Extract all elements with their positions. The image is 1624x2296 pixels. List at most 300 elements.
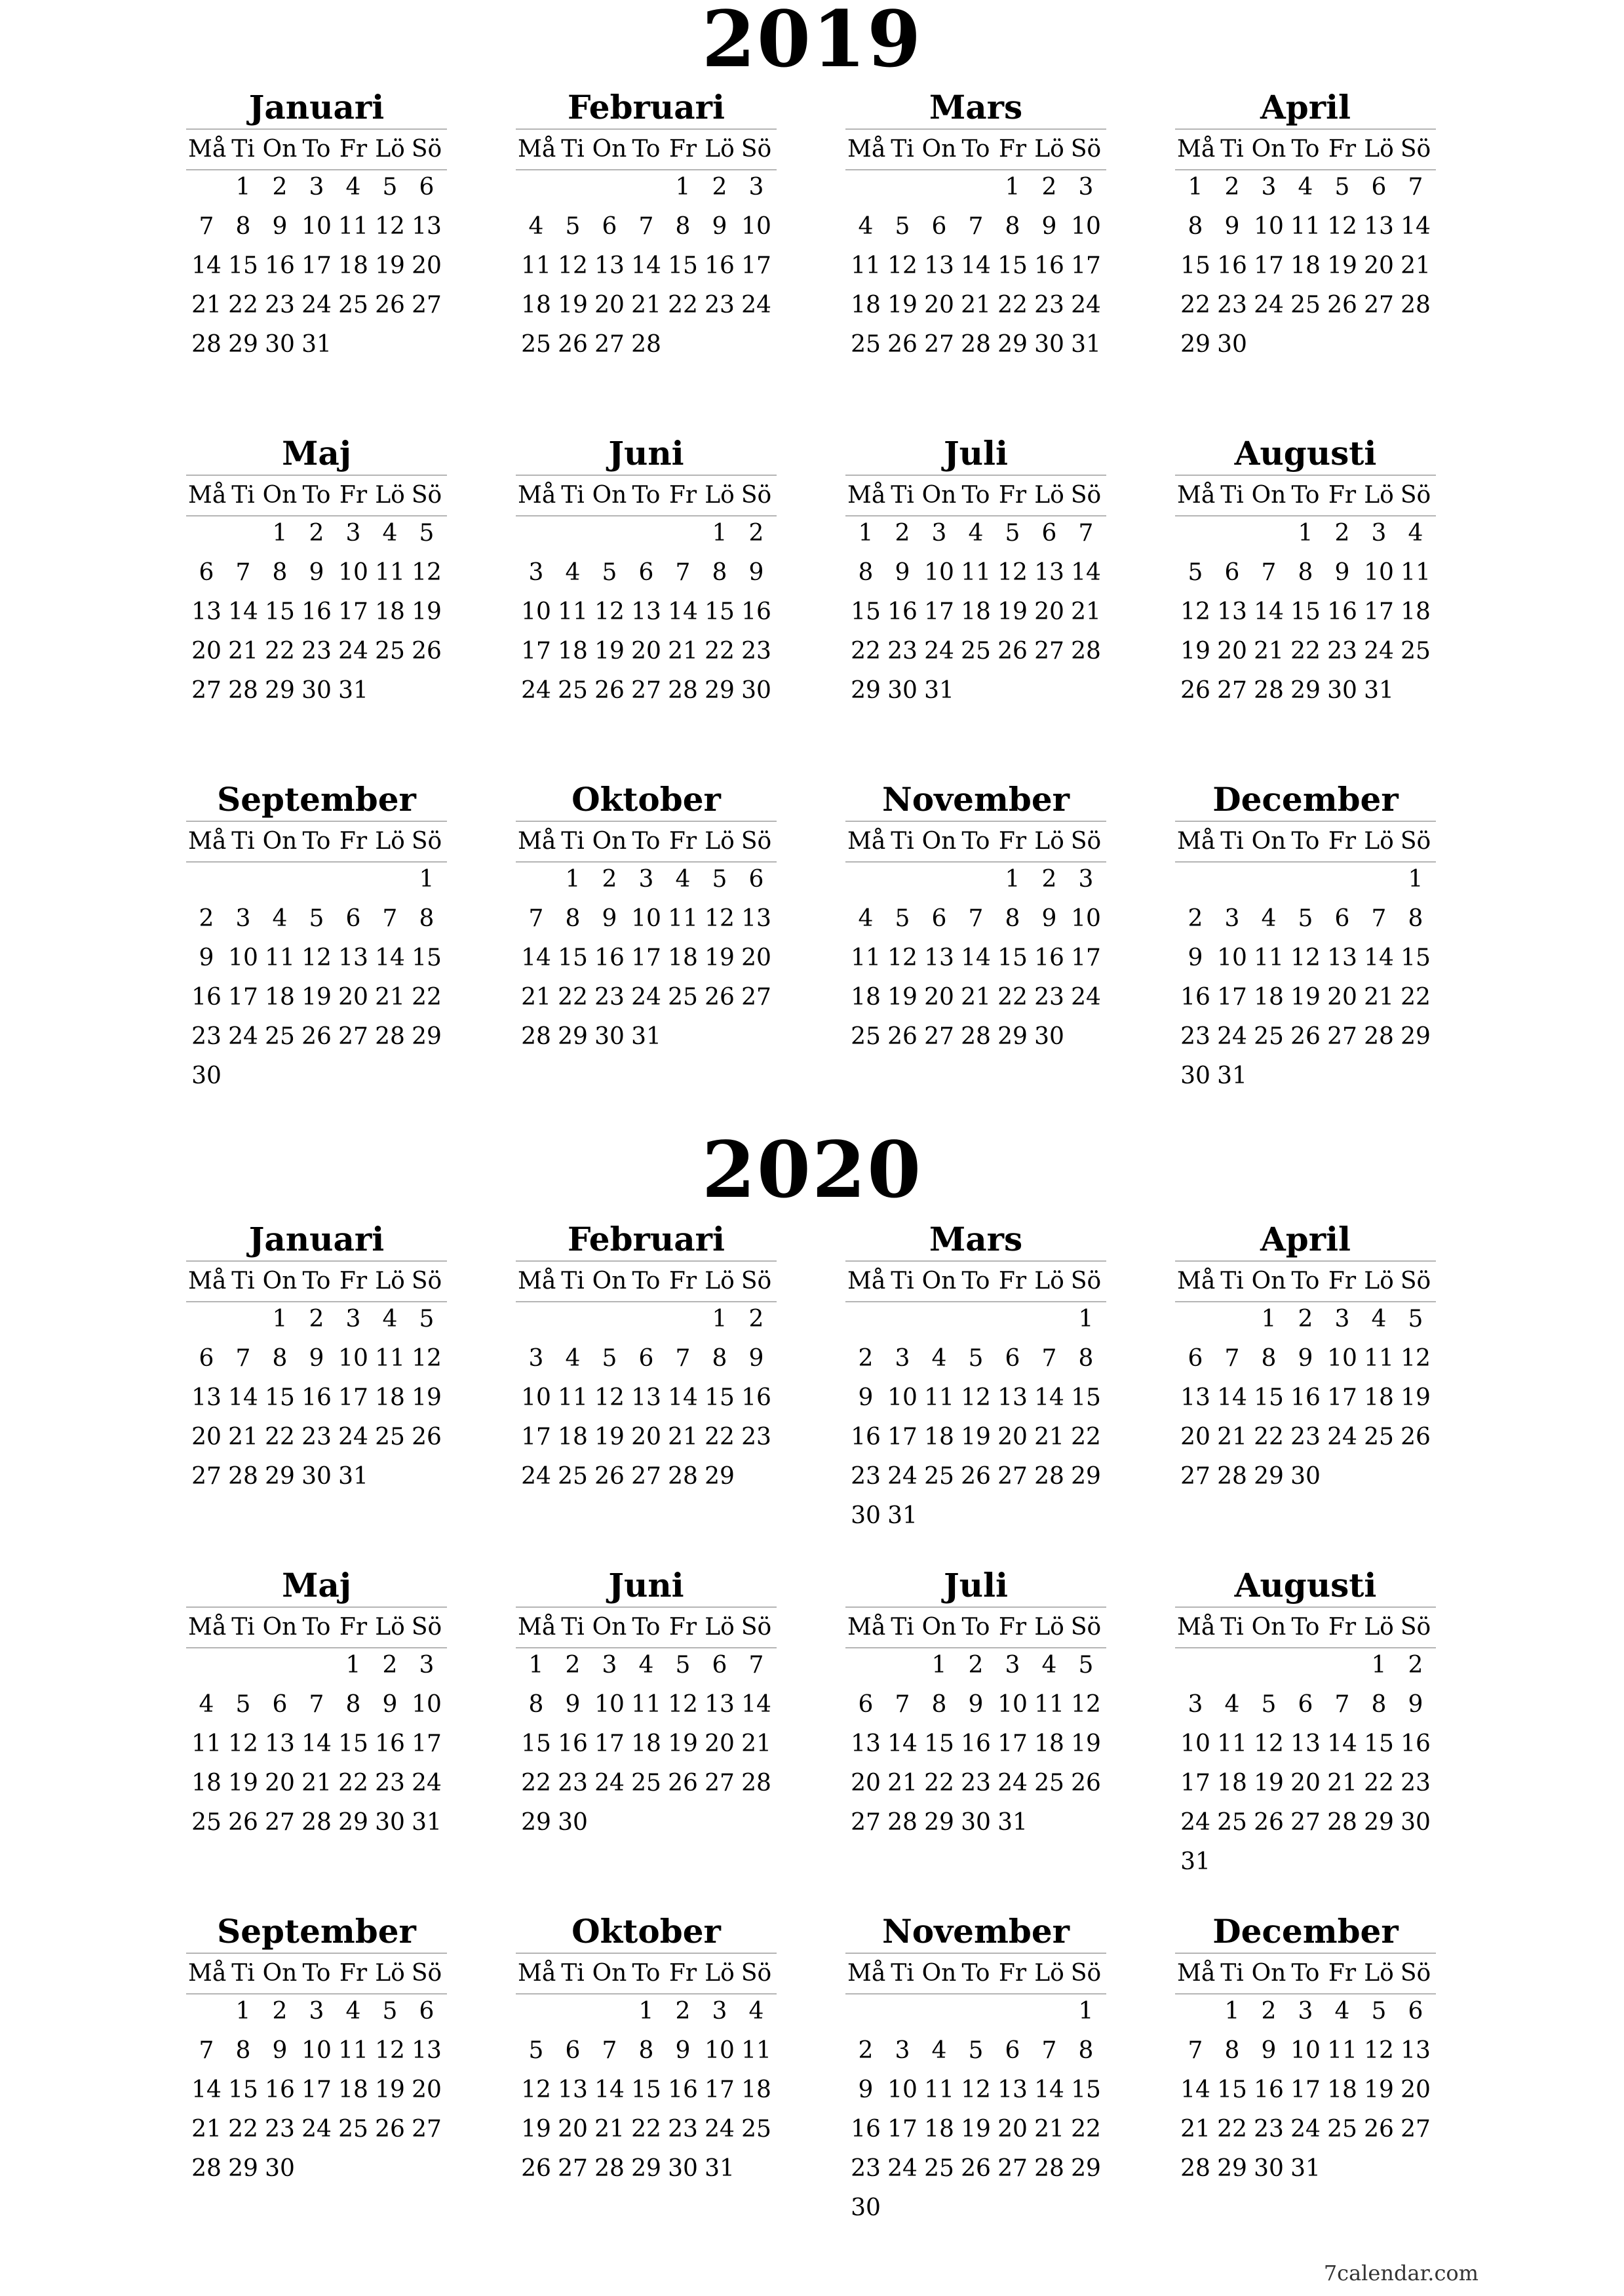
day-cell: 15 [265,598,295,625]
day-cell: 12 [1071,1691,1101,1718]
day-grid [186,1300,447,1536]
day-cell: 18 [521,292,551,319]
month-name: Juni [608,1566,684,1605]
weekday-header [1175,475,1436,516]
day-cell: 22 [1071,1424,1101,1450]
day-cell: 12 [887,944,918,971]
day-cell: 26 [1327,292,1357,319]
day-cell: 20 [412,252,442,279]
day-cell: 24 [887,2155,918,2182]
day-cell: 7 [1261,559,1277,586]
day-cell: 14 [375,944,405,971]
weekday-label: Sö [1400,136,1431,163]
day-cell: 13 [997,1384,1028,1411]
day-cell: 21 [1180,2116,1210,2143]
day-cell: 1 [235,174,251,201]
day-cell: 17 [1290,2076,1321,2103]
day-cell: 21 [1254,638,1284,665]
day-cell: 14 [887,1730,918,1757]
day-cell: 6 [931,905,947,932]
day-cell: 14 [1180,2076,1210,2103]
year-2019-months [0,84,1624,1146]
day-cell: 18 [741,2076,771,2103]
day-cell: 31 [705,2155,735,2182]
day-cell: 22 [1071,2116,1101,2143]
weekday-label: On [592,1614,627,1641]
day-cell: 2 [272,1998,288,2025]
weekday-label: Må [847,482,886,509]
day-cell: 22 [1217,2116,1247,2143]
day-cell: 20 [631,638,661,665]
day-cell: 16 [961,1730,991,1757]
day-cell: 15 [631,2076,661,2103]
day-cell: 19 [1071,1730,1101,1757]
day-cell: 20 [741,944,771,971]
weekday-label: To [961,136,990,163]
day-cell: 6 [1224,559,1240,586]
weekday-label: To [302,136,331,163]
day-cell: 20 [191,1424,222,1450]
month-november-2020 [845,1908,1106,2223]
day-cell: 11 [924,1384,954,1411]
day-cell: 19 [887,984,918,1011]
day-cell: 4 [199,1691,214,1718]
day-cell: 15 [521,1730,551,1757]
day-cell: 1 [235,1998,251,2025]
day-cell: 11 [961,559,991,586]
weekday-label: On [921,828,957,855]
day-cell: 6 [1188,1345,1203,1372]
day-cell: 29 [1071,2155,1101,2182]
day-cell: 6 [748,866,764,893]
day-cell: 26 [1071,1770,1101,1797]
day-cell: 27 [412,292,442,319]
day-cell: 17 [1254,252,1284,279]
day-cell: 20 [191,638,222,665]
weekday-label: To [632,136,661,163]
weekday-label: Lö [1034,828,1064,855]
weekday-label: Lö [1034,1268,1064,1294]
day-cell: 3 [1371,520,1387,547]
day-cell: 19 [228,1770,258,1797]
day-cell: 6 [419,1998,435,2025]
day-cell: 20 [997,1424,1028,1450]
month-name: December [1212,780,1399,819]
day-cell: 25 [521,331,551,358]
day-cell: 17 [521,638,551,665]
month-april-2020 [1175,1216,1436,1530]
weekday-label: Fr [339,1268,368,1294]
weekday-label: Sö [1070,136,1102,163]
day-cell: 21 [301,1770,332,1797]
day-cell: 22 [338,1770,368,1797]
day-cell: 16 [301,598,332,625]
day-cell: 5 [309,905,324,932]
day-cell: 27 [1364,292,1394,319]
day-cell: 7 [235,1345,251,1372]
weekday-header [516,128,777,170]
day-cell: 13 [1217,598,1247,625]
day-cell: 4 [1261,905,1277,932]
month-maj-2019 [186,430,447,745]
day-cell: 18 [961,598,991,625]
day-cell: 1 [1005,866,1020,893]
day-cell: 2 [748,520,764,547]
day-cell: 31 [1364,677,1394,704]
day-cell: 20 [1401,2076,1431,2103]
day-cell: 7 [602,2037,617,2064]
day-cell: 26 [997,638,1028,665]
day-cell: 4 [345,174,361,201]
month-name: Februari [568,88,725,126]
month-name: Januari [248,1220,385,1258]
day-cell: 19 [375,2076,405,2103]
day-cell: 4 [638,1652,654,1679]
weekday-header [845,128,1106,170]
day-cell: 7 [199,2037,214,2064]
weekday-label: Ti [231,828,255,855]
day-cell: 20 [338,984,368,1011]
day-cell: 4 [272,905,288,932]
day-cell: 15 [668,252,698,279]
day-cell: 31 [301,331,332,358]
day-cell: 29 [631,2155,661,2182]
day-cell: 8 [675,213,691,240]
day-cell: 15 [997,252,1028,279]
day-cell: 2 [1261,1998,1277,2025]
day-cell: 16 [265,252,295,279]
day-cell: 14 [1071,559,1101,586]
day-cell: 7 [675,559,691,586]
day-cell: 30 [741,677,771,704]
day-cell: 15 [997,944,1028,971]
day-cell: 13 [1034,559,1064,586]
day-cell: 22 [1254,1424,1284,1450]
day-cell: 1 [1078,1306,1094,1333]
day-grid [1175,860,1436,1096]
day-cell: 25 [375,638,405,665]
day-cell: 26 [412,638,442,665]
weekday-label: Må [518,136,556,163]
day-cell: 28 [191,2155,222,2182]
day-cell: 31 [338,1463,368,1490]
month-name: Juni [608,434,684,473]
day-cell: 30 [265,2155,295,2182]
day-cell: 7 [528,905,544,932]
weekday-label: Lö [705,828,735,855]
day-cell: 29 [705,677,735,704]
day-cell: 24 [1180,1809,1210,1836]
day-cell: 17 [741,252,771,279]
day-cell: 13 [1290,1730,1321,1757]
day-cell: 12 [375,213,405,240]
day-cell: 13 [594,252,625,279]
day-cell: 19 [594,1424,625,1450]
day-cell: 18 [1401,598,1431,625]
day-cell: 8 [858,559,874,586]
day-cell: 7 [1224,1345,1240,1372]
weekday-label: On [262,1960,298,1987]
day-cell: 19 [558,292,588,319]
weekday-label: To [1291,482,1320,509]
day-cell: 9 [712,213,727,240]
day-cell: 23 [594,984,625,1011]
day-cell: 10 [1290,2037,1321,2064]
day-cell: 8 [1188,213,1203,240]
day-cell: 3 [602,1652,617,1679]
day-cell: 29 [521,1809,551,1836]
weekday-label: Fr [998,136,1027,163]
day-cell: 16 [1401,1730,1431,1757]
day-cell: 28 [1401,292,1431,319]
day-cell: 12 [412,559,442,586]
day-cell: 2 [199,905,214,932]
day-cell: 5 [712,866,727,893]
weekday-label: Sö [1070,482,1102,509]
day-cell: 21 [1034,1424,1064,1450]
day-cell: 24 [1217,1023,1247,1050]
day-cell: 9 [1408,1691,1423,1718]
weekday-label: On [1251,136,1286,163]
day-cell: 11 [375,559,405,586]
day-cell: 14 [228,598,258,625]
day-cell: 29 [228,2155,258,2182]
day-cell: 29 [1180,331,1210,358]
day-cell: 18 [558,638,588,665]
weekday-header [1175,128,1436,170]
day-cell: 6 [858,1691,874,1718]
weekday-label: Ti [891,1960,914,1987]
weekday-label: Ti [1220,1268,1244,1294]
month-name: Oktober [571,1912,721,1951]
weekday-label: Sö [411,136,442,163]
day-cell: 17 [924,598,954,625]
weekday-label: Ti [561,1614,585,1641]
day-cell: 25 [1217,1809,1247,1836]
weekday-label: Lö [1034,1614,1064,1641]
day-cell: 12 [961,1384,991,1411]
weekday-label: To [632,828,661,855]
day-cell: 23 [705,292,735,319]
day-cell: 30 [1401,1809,1431,1836]
day-cell: 17 [301,2076,332,2103]
day-cell: 6 [199,559,214,586]
weekday-label: Må [188,828,227,855]
day-cell: 23 [1217,292,1247,319]
day-cell: 16 [558,1730,588,1757]
day-cell: 14 [191,252,222,279]
day-cell: 4 [565,559,581,586]
day-cell: 8 [1078,1345,1094,1372]
day-cell: 5 [1188,559,1203,586]
weekday-label: Fr [339,482,368,509]
weekday-header [186,821,447,863]
day-cell: 30 [668,2155,698,2182]
day-cell: 2 [565,1652,581,1679]
day-cell: 25 [338,2116,368,2143]
day-cell: 30 [851,1502,881,1529]
day-cell: 16 [705,252,735,279]
weekday-label: Fr [998,828,1027,855]
month-name: Augusti [1234,434,1377,473]
day-cell: 5 [895,213,910,240]
weekday-label: Må [188,136,227,163]
day-cell: 29 [851,677,881,704]
day-cell: 3 [1224,905,1240,932]
day-cell: 4 [968,520,984,547]
day-cell: 27 [924,1023,954,1050]
day-cell: 21 [887,1770,918,1797]
day-cell: 2 [272,174,288,201]
day-cell: 9 [602,905,617,932]
day-cell: 2 [1188,905,1203,932]
day-cell: 26 [558,331,588,358]
day-cell: 10 [594,1691,625,1718]
day-cell: 1 [638,1998,654,2025]
day-cell: 19 [961,1424,991,1450]
day-cell: 7 [1408,174,1423,201]
weekday-label: To [302,482,331,509]
day-cell: 11 [851,252,881,279]
day-cell: 8 [712,559,727,586]
day-cell: 2 [858,1345,874,1372]
day-cell: 29 [265,1463,295,1490]
day-cell: 8 [1005,905,1020,932]
weekday-label: On [592,828,627,855]
day-cell: 16 [1254,2076,1284,2103]
day-cell: 4 [1041,1652,1057,1679]
day-cell: 19 [1290,984,1321,1011]
day-cell: 2 [858,2037,874,2064]
day-cell: 15 [1290,598,1321,625]
weekday-header [845,1260,1106,1302]
day-cell: 9 [748,559,764,586]
month-februari-2020 [516,1216,777,1530]
day-cell: 4 [382,520,398,547]
weekday-label: Fr [998,1960,1027,1987]
weekday-label: Sö [741,482,772,509]
day-cell: 6 [1371,174,1387,201]
day-cell: 8 [638,2037,654,2064]
month-juli-2020 [845,1562,1106,1877]
day-cell: 22 [705,1424,735,1450]
month-december-2020 [1175,1908,1436,2223]
day-cell: 11 [191,1730,222,1757]
day-cell: 30 [594,1023,625,1050]
day-cell: 22 [668,292,698,319]
day-cell: 27 [997,1463,1028,1490]
day-cell: 27 [594,331,625,358]
weekday-label: Fr [668,482,697,509]
day-cell: 31 [631,1023,661,1050]
weekday-label: Lö [705,1614,735,1641]
day-cell: 4 [931,1345,947,1372]
day-cell: 23 [961,1770,991,1797]
day-cell: 3 [1334,1306,1350,1333]
weekday-label: Ti [1220,136,1244,163]
day-cell: 25 [1254,1023,1284,1050]
weekday-label: Må [1177,1268,1216,1294]
weekday-header [1175,1953,1436,1994]
day-cell: 3 [1298,1998,1313,2025]
day-cell: 11 [265,944,295,971]
day-cell: 13 [191,598,222,625]
weekday-header [186,128,447,170]
day-cell: 10 [338,559,368,586]
day-cell: 15 [558,944,588,971]
day-grid [845,168,1106,404]
day-cell: 14 [301,1730,332,1757]
day-cell: 25 [1034,1770,1064,1797]
month-september-2019 [186,776,447,1091]
day-cell: 5 [1408,1306,1423,1333]
day-cell: 26 [228,1809,258,1836]
weekday-label: Må [847,1268,886,1294]
day-cell: 21 [191,292,222,319]
day-cell: 4 [1224,1691,1240,1718]
day-cell: 8 [1408,905,1423,932]
year-title-2020: 2020 [701,1124,923,1215]
day-cell: 12 [1401,1345,1431,1372]
day-cell: 7 [1078,520,1094,547]
day-cell: 6 [1334,905,1350,932]
day-cell: 10 [705,2037,735,2064]
weekday-label: Ti [891,482,914,509]
day-cell: 22 [1180,292,1210,319]
day-cell: 23 [265,292,295,319]
month-april-2019 [1175,84,1436,399]
day-cell: 15 [1364,1730,1394,1757]
day-cell: 25 [1327,2116,1357,2143]
day-cell: 28 [1254,677,1284,704]
day-cell: 26 [1290,1023,1321,1050]
day-cell: 23 [1254,2116,1284,2143]
day-cell: 10 [1364,559,1394,586]
day-cell: 13 [412,2037,442,2064]
day-grid [1175,1992,1436,2228]
day-cell: 16 [887,598,918,625]
day-cell: 5 [602,1345,617,1372]
day-cell: 10 [887,1384,918,1411]
day-cell: 5 [675,1652,691,1679]
site-footer[interactable]: 7calendar.com [1323,2261,1479,2286]
day-cell: 23 [301,638,332,665]
day-cell: 2 [309,520,324,547]
day-cell: 2 [1334,520,1350,547]
day-cell: 25 [338,292,368,319]
day-cell: 28 [228,677,258,704]
day-cell: 31 [1217,1062,1247,1089]
day-cell: 11 [1034,1691,1064,1718]
month-november-2019 [845,776,1106,1091]
day-cell: 17 [705,2076,735,2103]
day-cell: 20 [631,1424,661,1450]
day-cell: 16 [1290,1384,1321,1411]
day-cell: 15 [1217,2076,1247,2103]
day-cell: 22 [1290,638,1321,665]
day-cell: 20 [705,1730,735,1757]
day-cell: 25 [851,1023,881,1050]
day-cell: 14 [668,1384,698,1411]
day-cell: 13 [558,2076,588,2103]
day-cell: 15 [1071,2076,1101,2103]
day-grid [845,1646,1106,1882]
day-cell: 12 [961,2076,991,2103]
weekday-label: Sö [1400,482,1431,509]
day-cell: 6 [565,2037,581,2064]
day-cell: 22 [228,2116,258,2143]
weekday-label: Ti [891,136,914,163]
